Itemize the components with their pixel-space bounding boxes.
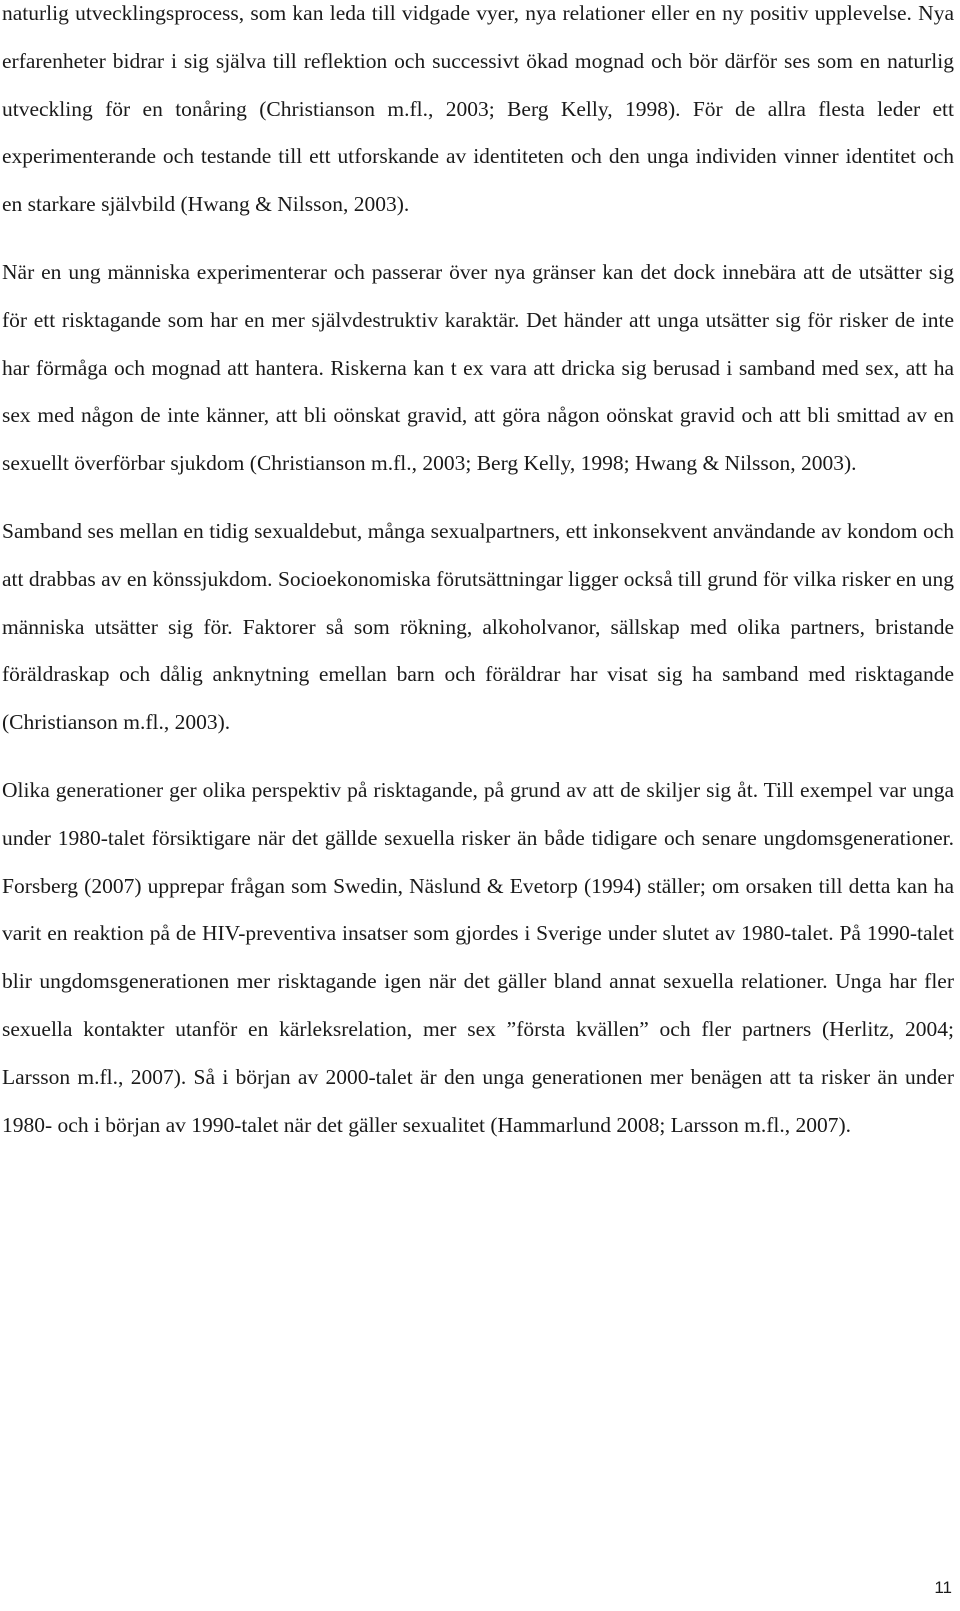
body-paragraph: Samband ses mellan en tidig sexualdebut, många sexualpartners, ett inkonsekvent användande av kondom och att drabbas av en könssjukdom. Socioekonomiska förutsättningar ligger också till grund för vilka risker en ung människa utsätter sig för. Faktorer så som rökning, alkoholvanor, sällskap med olika partners, bristande föräldraskap och dålig anknytning emellan barn och föräldrar har visat sig ha samband med risktagande (Christianson m.fl., 2003). bbox=[2, 518, 954, 735]
body-paragraph: När en ung människa experimenterar och passerar över nya gränser kan det dock innebära att de utsätter sig för ett risktagande som har en mer självdestruktiv karaktär. Det händer att unga utsätter sig för risker de inte har förmåga och mognad att hantera. Riskerna kan t ex vara att dricka sig berusad i samband med sex, att ha sex med någon de inte känner, att bli oönskat gravid, att göra någon oönskat gravid och att bli smittad av en sexuellt överförbar sjukdom (Christianson m.fl., 2003; Berg Kelly, 1998; Hwang & Nilsson, 2003). bbox=[2, 259, 954, 476]
body-paragraph: Olika generationer ger olika perspektiv på risktagande, på grund av att de skiljer sig åt. Till exempel var unga under 1980-talet försiktigare när det gällde sexuella risker än både tidigare och senare ungdomsgenerationer. Forsberg (2007) upprepar frågan som Swedin, Näslund & Evetorp (1994) ställer; om orsaken till detta kan ha varit en reaktion på de HIV-preventiva insatser som gjordes i Sverige under slutet av 1980-talet. På 1990-talet blir ungdomsgenerationen mer risktagande igen när det gäller bland annat sexuella relationer. Unga har fler sexuella kontakter utanför en kärleksrelation, mer sex ”första kvällen” och fler partners (Herlitz, 2004; Larsson m.fl., 2007). Så i början av 2000-talet är den unga generationen mer benägen att ta risker än under 1980- och i början av 1990-talet när det gäller sexualitet (Hammarlund 2008; Larsson m.fl., 2007). bbox=[2, 777, 954, 1137]
body-paragraph: naturlig utvecklingsprocess, som kan leda till vidgade vyer, nya relationer eller en ny positiv upplevelse. Nya erfarenheter bidrar i sig själva till reflektion och successivt ökad mognad och bör därför ses som en naturlig utveckling för en tonåring (Christianson m.fl., 2003; Berg Kelly, 1998). För de allra flesta leder ett experimenterande och testande till ett utforskande av identiteten och den unga individen vinner identitet och en starkare självbild (Hwang & Nilsson, 2003). bbox=[2, 1, 954, 217]
page-number: 11 bbox=[934, 1578, 952, 1597]
document-page bbox=[2, 0, 954, 1149]
